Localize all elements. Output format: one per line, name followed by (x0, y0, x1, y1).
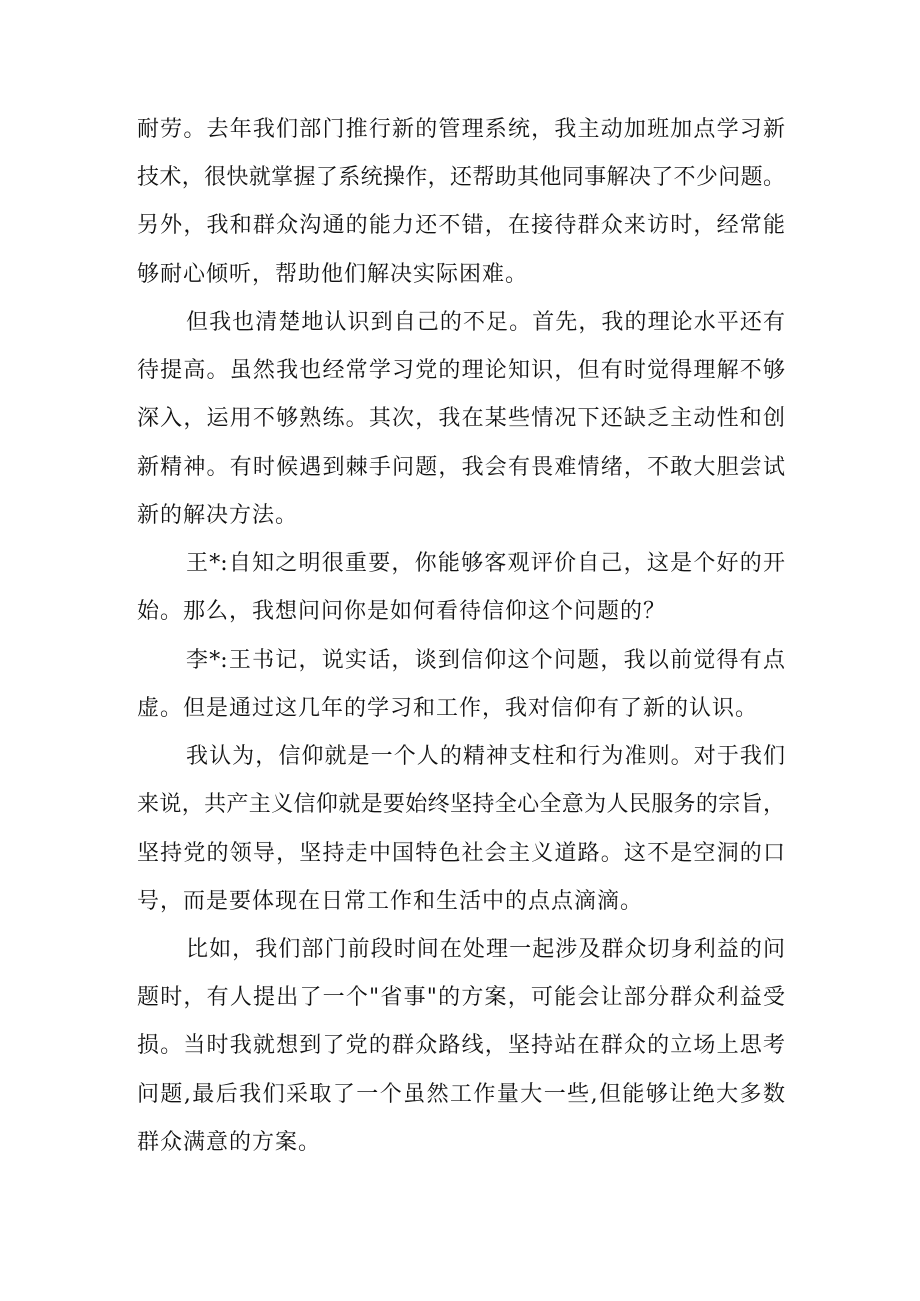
paragraph (137, 926, 785, 1167)
text-line: 新的解决方法。 (137, 502, 299, 528)
text-line: 来说，共产主义信仰就是要始终坚持全心全意为人民服务的宗旨， (137, 792, 785, 818)
text-line: 题时，有人提出了一个"省事"的方案，可能会让部分群众利益受 (137, 985, 785, 1011)
document-body (137, 106, 785, 1167)
text-line: 坚持党的领导，坚持走中国特色社会主义道路。这不是空洞的口 (137, 840, 785, 866)
text-line: 号，而是要体现在日常工作和生活中的点点滴滴。 (137, 888, 644, 914)
paragraph (137, 733, 785, 926)
text-line: 新精神。有时候遇到棘手问题，我会有畏难情绪，不敢大胆尝试 (137, 454, 785, 480)
paragraph (137, 106, 785, 299)
text-line: 待提高。虽然我也经常学习党的理论知识，但有时觉得理解不够 (137, 358, 785, 384)
text-line: 但我也清楚地认识到自己的不足。首先，我的理论水平还有 (186, 309, 785, 335)
text-line: 虚。但是通过这几年的学习和工作，我对信仰有了新的认识。 (137, 695, 759, 721)
dialogue-paragraph (137, 637, 785, 733)
text-line: 比如，我们部门前段时间在处理一起涉及群众切身利益的问 (186, 936, 785, 962)
text-line: 李*:王书记，说实话，谈到信仰这个问题，我以前觉得有点 (186, 647, 785, 673)
text-line: 够耐心倾听，帮助他们解决实际困难。 (137, 261, 529, 287)
text-line: 始。那么，我想问问你是如何看待信仰这个问题的？ (137, 599, 667, 625)
text-line: 群众满意的方案。 (137, 1129, 322, 1155)
text-line: 深入，运用不够熟练。其次，我在某些情况下还缺乏主动性和创 (137, 406, 785, 432)
dialogue-paragraph (137, 540, 785, 636)
text-line: 耐劳。去年我们部门推行新的管理系统，我主动加班加点学习新 (137, 117, 785, 142)
text-line: 另外，我和群众沟通的能力还不错，在接待群众来访时，经常能 (137, 213, 785, 239)
text-line: 问题,最后我们采取了一个虽然工作量大一些,但能够让绝大多数 (137, 1081, 785, 1107)
text-line: 损。当时我就想到了党的群众路线，坚持站在群众的立场上思考 (137, 1033, 785, 1059)
text-line: 我认为，信仰就是一个人的精神支柱和行为准则。对于我们 (186, 744, 785, 770)
text-line: 技术，很快就掌握了系统操作，还帮助其他同事解决了不少问题。 (137, 165, 785, 191)
text-line: 王*:自知之明很重要，你能够客观评价自己，这是个好的开 (186, 551, 785, 577)
paragraph (137, 299, 785, 540)
